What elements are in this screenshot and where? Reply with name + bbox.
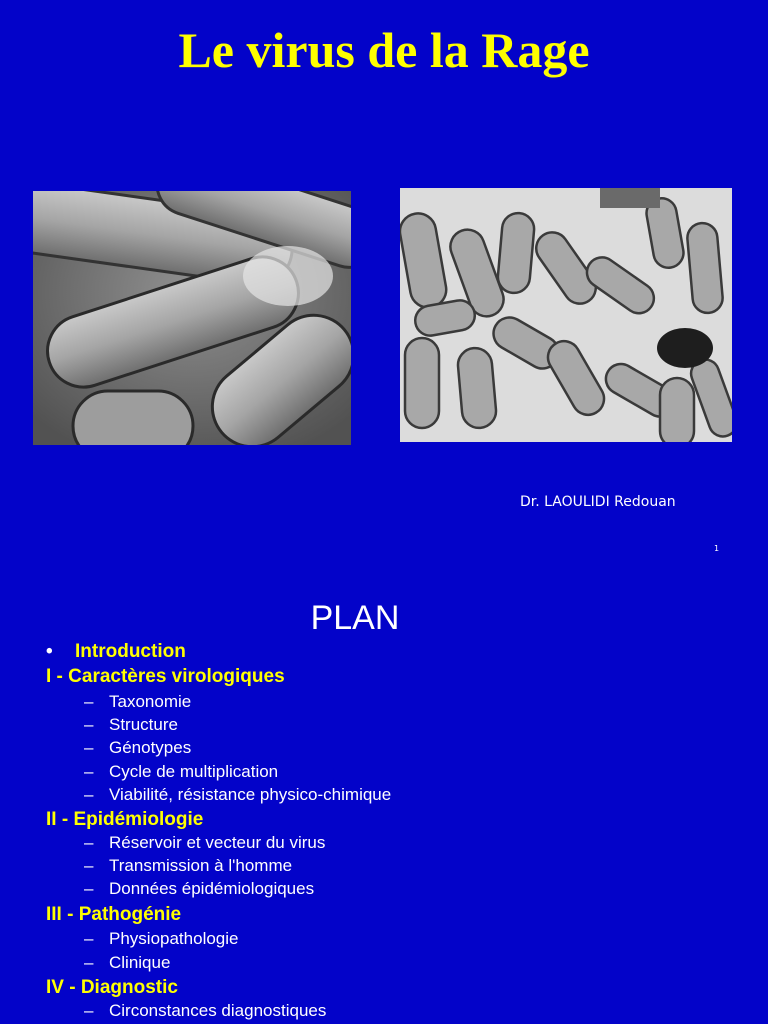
dash-icon: – [84,762,94,781]
dash-icon: – [84,879,94,898]
page-number: 1 [714,544,720,553]
dash-icon: – [84,785,94,804]
section-item-text: Viabilité, résistance physico-chimique [109,785,392,804]
section-item-text: Données épidémiologiques [109,879,315,898]
bullet-icon: • [46,641,53,662]
section-item-text: Transmission à l'homme [109,856,293,875]
section-item-text: Circonstances diagnostiques [109,1001,327,1020]
dash-icon: – [84,833,94,852]
slide-title: Le virus de la Rage [178,22,590,78]
section-item-text: Réservoir et vecteur du virus [109,833,326,852]
section-item-text: Structure [109,715,178,734]
section-item-text: Cycle de multiplication [109,762,279,781]
section-item-text: Taxonomie [109,692,192,711]
section-title: III - Pathogénie [46,904,182,925]
dash-icon: – [84,953,94,972]
plan-title: PLAN [310,599,400,637]
section-item-text: Physiopathologie [109,929,239,948]
dash-icon: – [84,1001,94,1020]
dash-icon: – [84,715,94,734]
dash-icon: – [84,856,94,875]
dash-icon: – [84,692,94,711]
dash-icon: – [84,738,94,757]
section-item-text: Clinique [109,953,171,972]
dash-icon: – [84,929,94,948]
section-title: IV - Diagnostic [46,977,178,998]
section-item-text: Génotypes [109,738,192,757]
plan-intro: Introduction [75,641,186,662]
author-name: Dr. LAOULIDI Redouan [520,494,676,510]
section-title: II - Epidémiologie [46,809,204,830]
section-title: I - Caractères virologiques [46,666,285,687]
